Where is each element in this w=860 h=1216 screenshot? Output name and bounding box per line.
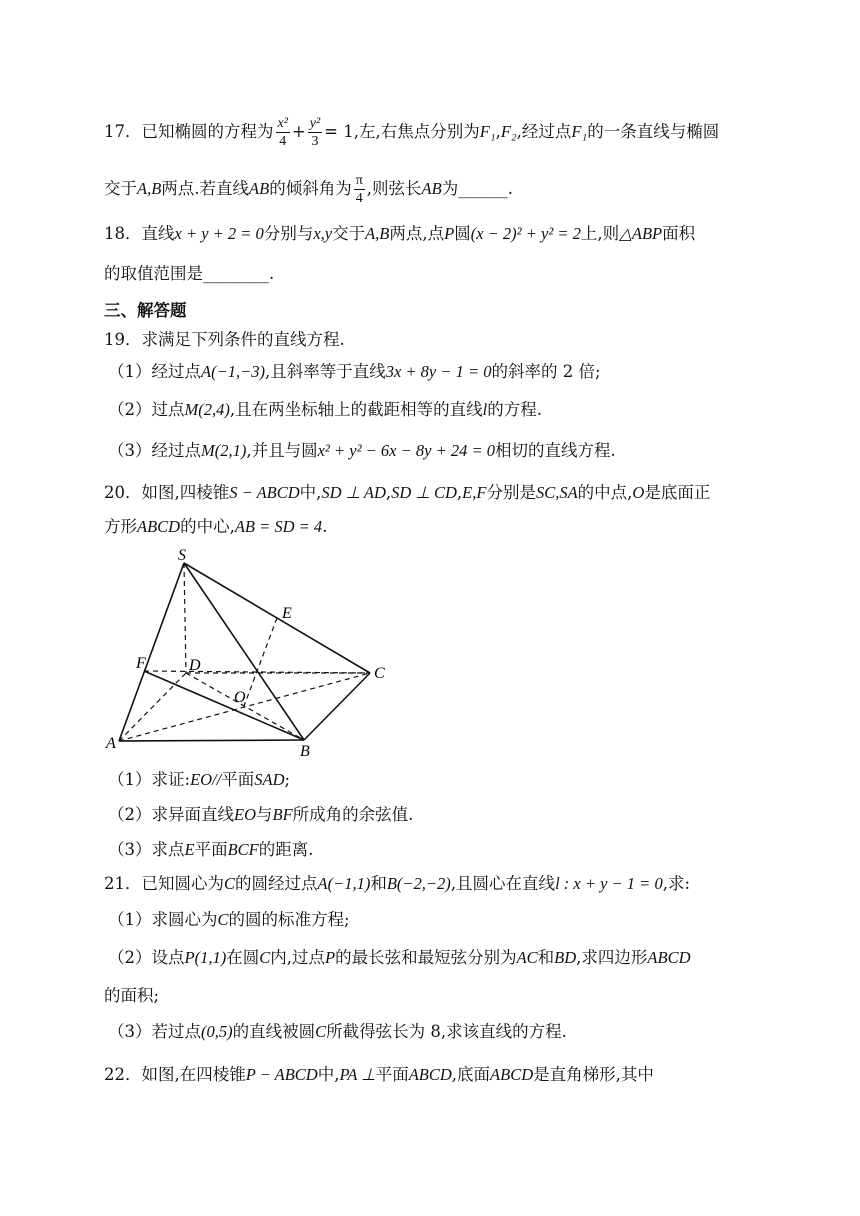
q22-text: 是直角梯形,其中 bbox=[533, 1065, 654, 1084]
points-ab: A,B bbox=[365, 224, 390, 243]
q17-text: 的一条直线与椭圆 bbox=[587, 122, 720, 141]
part-text: 的方程. bbox=[487, 400, 542, 419]
point-b: B(−2,−2) bbox=[386, 874, 451, 893]
point-a: A(−1,1) bbox=[317, 874, 371, 893]
perp-sd-cd: SD ⊥ CD bbox=[391, 483, 457, 502]
label-e: E bbox=[282, 605, 292, 622]
pyramid-sabcd: S − ABCD bbox=[229, 483, 300, 502]
q18-text: 分别与 bbox=[263, 224, 314, 243]
part-text: 的距离. bbox=[258, 840, 314, 859]
circle-equation: (x − 2)² + y² = 2 bbox=[470, 224, 581, 243]
q17-line2 bbox=[104, 172, 513, 207]
q17-text: 已知椭圆的方程为 bbox=[141, 122, 274, 141]
points-ef: E,F bbox=[462, 483, 487, 502]
q17-number: 17． bbox=[104, 122, 142, 141]
line-l: l bbox=[482, 400, 488, 419]
q21-line1 bbox=[104, 872, 690, 896]
part-text: ; bbox=[284, 770, 291, 789]
q17-text: 的倾斜角为 bbox=[269, 179, 352, 198]
line-ab: AB bbox=[249, 179, 270, 198]
circle-c: C bbox=[259, 948, 271, 967]
part-text: （3）经过点 bbox=[108, 441, 201, 460]
part-text: （2）过点 bbox=[108, 400, 185, 419]
focus-f2: F₂ bbox=[500, 122, 517, 141]
frac-den: 4 bbox=[279, 134, 287, 149]
q20-part1 bbox=[108, 768, 290, 792]
quad-abcd: ABCD bbox=[647, 948, 691, 967]
part-text: （1）经过点 bbox=[108, 362, 201, 381]
q19-text: 求满足下列条件的直线方程. bbox=[141, 330, 345, 349]
q20-number: 20． bbox=[104, 483, 142, 502]
comma: , bbox=[456, 483, 463, 502]
point-0-5: (0,5) bbox=[201, 1022, 233, 1041]
frac-num: π bbox=[355, 173, 363, 188]
line-equation: x + y + 2 = 0 bbox=[174, 224, 264, 243]
q20-text: 是底面正 bbox=[644, 483, 711, 502]
q21-part3 bbox=[108, 1020, 567, 1044]
q20-line2 bbox=[104, 515, 327, 539]
q20-text: 的中点, bbox=[577, 483, 633, 502]
period: . bbox=[322, 517, 328, 536]
comma: , bbox=[495, 122, 501, 141]
plus-sign: + bbox=[291, 122, 306, 141]
edge-bc bbox=[304, 673, 370, 740]
comma: , bbox=[385, 483, 392, 502]
label-d: D bbox=[189, 657, 201, 674]
q20-line1 bbox=[104, 481, 710, 505]
label-b: B bbox=[300, 743, 310, 758]
axes-xy: x,y bbox=[313, 224, 333, 243]
q18-text: 上,则 bbox=[580, 224, 620, 243]
pyramid-diagram bbox=[100, 548, 400, 758]
q19-number: 19． bbox=[104, 330, 142, 349]
part-text: 在圆 bbox=[226, 948, 260, 967]
diagonal-db bbox=[186, 673, 304, 740]
points-ab: A,B bbox=[137, 179, 162, 198]
part-text: 平面 bbox=[221, 770, 255, 789]
part-text: ,且斜率等于直线 bbox=[264, 362, 386, 381]
edge-sd bbox=[184, 563, 186, 673]
label-c: C bbox=[374, 665, 385, 682]
segments-sc-sa: SC,SA bbox=[535, 483, 578, 502]
q17-line1 bbox=[104, 115, 719, 150]
q21-text: 的圆经过点 bbox=[235, 874, 318, 893]
q19-line1 bbox=[104, 328, 345, 352]
q20-text: 的中心, bbox=[180, 517, 235, 536]
square-abcd: ABCD bbox=[137, 517, 181, 536]
q22-text: 如图,在四棱锥 bbox=[141, 1065, 246, 1084]
edge-sa bbox=[119, 563, 184, 741]
point-o: O bbox=[632, 483, 645, 502]
q20-text: 如图,四棱锥 bbox=[141, 483, 230, 502]
line-eo: EO bbox=[234, 805, 256, 824]
frac-den: 4 bbox=[355, 191, 363, 206]
part-text: （1）求圆心为 bbox=[108, 910, 218, 929]
focus-f1: F₁ bbox=[479, 122, 496, 141]
line-equation: 3x + 8y − 1 = 0 bbox=[385, 362, 492, 381]
triangle-abp: △ABP bbox=[619, 224, 663, 243]
q18-number: 18． bbox=[104, 224, 142, 243]
q17-text: ,则弦长 bbox=[366, 179, 422, 198]
q21-text: 和 bbox=[370, 874, 387, 893]
section-heading: 三、解答题 bbox=[104, 301, 187, 320]
point-p: P bbox=[324, 948, 336, 967]
q17-blank: 为______. bbox=[441, 179, 513, 198]
q20-text: 分别是 bbox=[486, 483, 536, 502]
perp-sd-ad: SD ⊥ AD bbox=[321, 483, 386, 502]
part-text: 内,过点 bbox=[270, 948, 325, 967]
part-text: （2）求异面直线 bbox=[108, 805, 234, 824]
point-m: M(2,4) bbox=[184, 400, 230, 419]
q21-part2-cont bbox=[104, 984, 159, 1008]
q17-text: ,经过点 bbox=[516, 122, 572, 141]
q17-text: 两点.若直线 bbox=[161, 179, 250, 198]
q22-text: ,底面 bbox=[451, 1065, 491, 1084]
circle-equation: x² + y² − 6x − 8y + 24 = 0 bbox=[317, 441, 495, 460]
frac-den: 3 bbox=[311, 134, 319, 149]
q19-part3 bbox=[108, 439, 616, 463]
part-text: 的最长弦和最短弦分别为 bbox=[335, 948, 517, 967]
q18-text: 交于 bbox=[332, 224, 366, 243]
part-text: （1）求证: bbox=[108, 770, 191, 789]
center-c: C bbox=[217, 910, 229, 929]
q21-text: ,求: bbox=[662, 874, 691, 893]
q20-part2 bbox=[108, 803, 413, 827]
part-text: 的斜率的 2 倍; bbox=[491, 362, 601, 381]
diagonal-ac bbox=[119, 673, 370, 741]
q20-part3 bbox=[108, 838, 314, 862]
part-text: 的直线被圆 bbox=[232, 1022, 316, 1041]
part-text: ,且在两坐标轴上的截距相等的直线 bbox=[229, 400, 483, 419]
frac-num: y² bbox=[309, 116, 321, 131]
edge-ab bbox=[119, 740, 304, 741]
q18-text: 圆 bbox=[454, 224, 471, 243]
part-text: 和 bbox=[537, 948, 555, 967]
q22-text: 中, bbox=[317, 1065, 340, 1084]
q21-part2 bbox=[108, 946, 691, 970]
label-s: S bbox=[178, 548, 186, 564]
q21-part1 bbox=[108, 908, 350, 932]
point-p: P bbox=[444, 224, 455, 243]
line-l-equation: l : x + y − 1 = 0 bbox=[555, 874, 663, 893]
q18-text: 直线 bbox=[141, 224, 175, 243]
part-text: 所成角的余弦值. bbox=[292, 805, 414, 824]
focus-f1: F₁ bbox=[571, 122, 588, 141]
center-c: C bbox=[224, 874, 236, 893]
q21-text: 已知圆心为 bbox=[141, 874, 224, 893]
q17-text: 交于 bbox=[104, 179, 137, 198]
point-m: M(2,1) bbox=[201, 441, 247, 460]
plane-bcf: BCF bbox=[227, 840, 259, 859]
part-text: 的圆的标准方程; bbox=[228, 910, 350, 929]
q21-number: 21． bbox=[104, 874, 142, 893]
chord-ab: AB bbox=[421, 179, 442, 198]
point-e: E bbox=[184, 840, 195, 859]
q18-text: 两点,点 bbox=[389, 224, 445, 243]
part-text: （3）求点 bbox=[108, 840, 185, 859]
part-text: 所截得弦长为 8,求该直线的方程. bbox=[326, 1022, 567, 1041]
q18-blank: 的取值范围是________. bbox=[104, 264, 275, 283]
plane-abcd: ABCD bbox=[408, 1065, 452, 1084]
q22-text: 平面 bbox=[375, 1065, 409, 1084]
q21-text: ,且圆心在直线 bbox=[450, 874, 556, 893]
part-text: 与 bbox=[256, 805, 273, 824]
chord-ac: AC bbox=[516, 948, 538, 967]
part-text: （2）设点 bbox=[108, 948, 185, 967]
q19-part2 bbox=[108, 398, 542, 422]
chord-bd: BD bbox=[554, 948, 577, 967]
part-text: ,并且与圆 bbox=[246, 441, 318, 460]
segment-eo: EO// bbox=[190, 770, 222, 789]
fraction-y2-over-3 bbox=[308, 115, 322, 150]
q19-part1 bbox=[108, 360, 601, 384]
pa-perp: PA ⊥ bbox=[339, 1065, 376, 1084]
q18-line2 bbox=[104, 262, 274, 286]
part-text: 平面 bbox=[194, 840, 228, 859]
base-abcd: ABCD bbox=[490, 1065, 534, 1084]
equation-ab-sd: AB = SD = 4 bbox=[234, 517, 323, 536]
part-text: 相切的直线方程. bbox=[494, 441, 616, 460]
q20-text: 方形 bbox=[104, 517, 137, 536]
fraction-x2-over-4 bbox=[276, 115, 290, 150]
line-bf: BF bbox=[272, 805, 293, 824]
q22-number: 22． bbox=[104, 1065, 142, 1084]
q17-text: ,左,右焦点分别为 bbox=[353, 122, 480, 141]
q18-text: 面积 bbox=[662, 224, 696, 243]
pyramid-figure bbox=[100, 548, 400, 758]
pyramid-pabcd: P − ABCD bbox=[245, 1065, 318, 1084]
q22-line1 bbox=[104, 1063, 654, 1087]
part-text: ,求四边形 bbox=[576, 948, 648, 967]
part-text: （3）若过点 bbox=[108, 1022, 201, 1041]
q18-line1 bbox=[104, 222, 695, 246]
part-text: 的面积; bbox=[104, 986, 160, 1005]
label-o: O bbox=[234, 689, 246, 706]
plane-sad: SAD bbox=[254, 770, 285, 789]
label-a: A bbox=[106, 735, 116, 752]
q20-text: 中, bbox=[299, 483, 322, 502]
point-p: P(1,1) bbox=[184, 948, 227, 967]
frac-num: x² bbox=[277, 116, 288, 131]
edge-ad bbox=[119, 673, 186, 741]
equals-one: = 1 bbox=[324, 122, 354, 141]
point-a: A(−1,−3) bbox=[201, 362, 265, 381]
circle-c: C bbox=[315, 1022, 327, 1041]
fraction-pi-over-4 bbox=[354, 172, 365, 207]
label-f: F bbox=[136, 655, 146, 672]
